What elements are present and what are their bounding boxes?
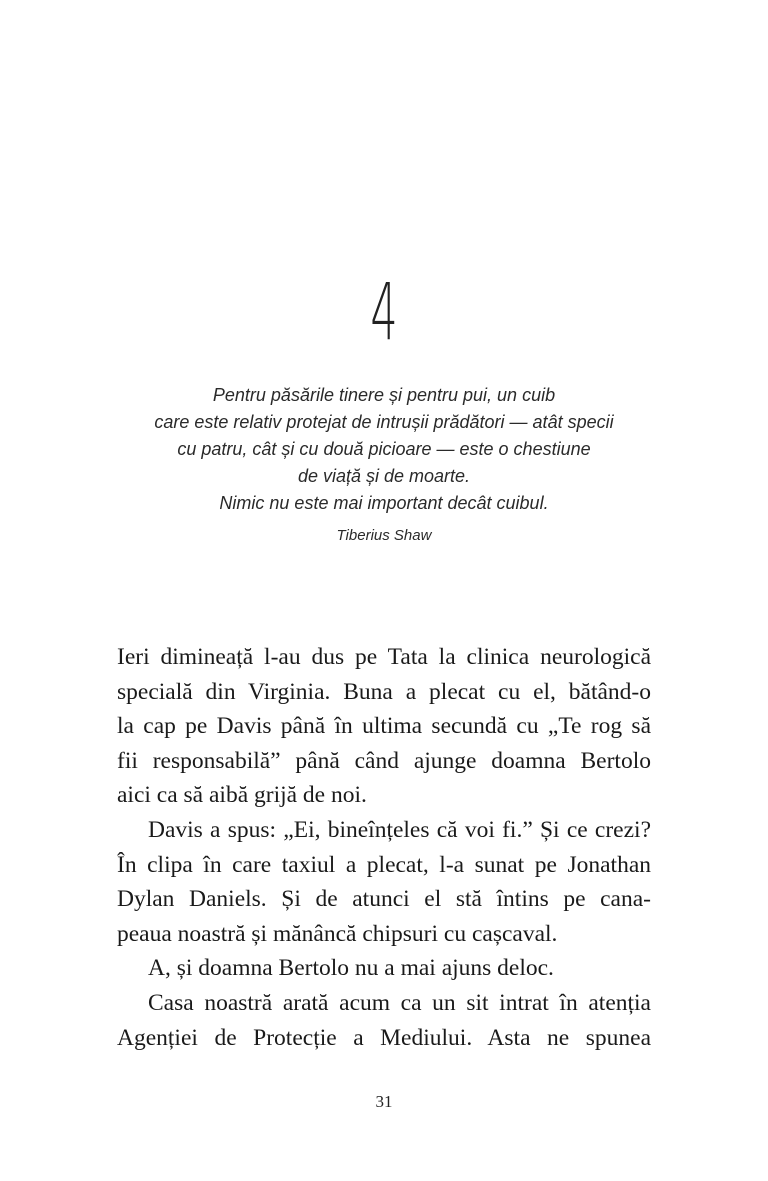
epigraph-attribution: Tiberius Shaw	[336, 527, 432, 544]
body-line: A, și doamna Bertolo nu a mai ajuns deloc.	[148, 955, 554, 982]
epigraph-line: cu patru, cât și cu două picioare — este o chestiune	[177, 439, 591, 459]
epigraph-line: de viață și de moarte.	[297, 466, 471, 486]
body-line: la cap pe Davis până în ultima secundă cu „Te rog să	[117, 713, 651, 740]
body-line: Ieri dimineață l-au dus pe Tata la clinica neurologică	[117, 644, 651, 670]
body-line: Casa noastră arată acum ca un sit intrat în atenția	[148, 989, 651, 1016]
body-line: peaua noastră și mănâncă chipsuri cu cașcaval.	[117, 920, 558, 947]
body-line: aici ca să aibă grijă de noi.	[117, 782, 367, 809]
body-line: Dylan Daniels. Și de atunci el stă întins pe cana-	[117, 886, 651, 913]
body-line: Agenției de Protecție a Mediului. Asta ne spunea	[117, 1024, 651, 1051]
body-text	[117, 640, 651, 1055]
epigraph-line: Pentru păsările tinere și pentru pui, un cuib	[212, 385, 556, 405]
body-line: fii responsabilă” până când ajunge doamna Bertolo	[117, 747, 651, 774]
body-line: Davis a spus: „Ei, bineînțeles că voi fi.” Și ce crezi?	[148, 816, 651, 843]
chapter-number: 4	[370, 268, 398, 358]
epigraph-line: care este relativ protejat de intrușii prădători — atât specii	[154, 412, 614, 432]
body-line: specială din Virginia. Buna a plecat cu el, bătând-o	[117, 678, 651, 705]
body-line: În clipa în care taxiul a plecat, l-a sunat pe Jonathan	[117, 851, 651, 878]
epigraph-line: Nimic nu este mai important decât cuibul.	[219, 493, 549, 513]
page-number: 31	[375, 1092, 393, 1111]
epigraph	[100, 382, 668, 517]
